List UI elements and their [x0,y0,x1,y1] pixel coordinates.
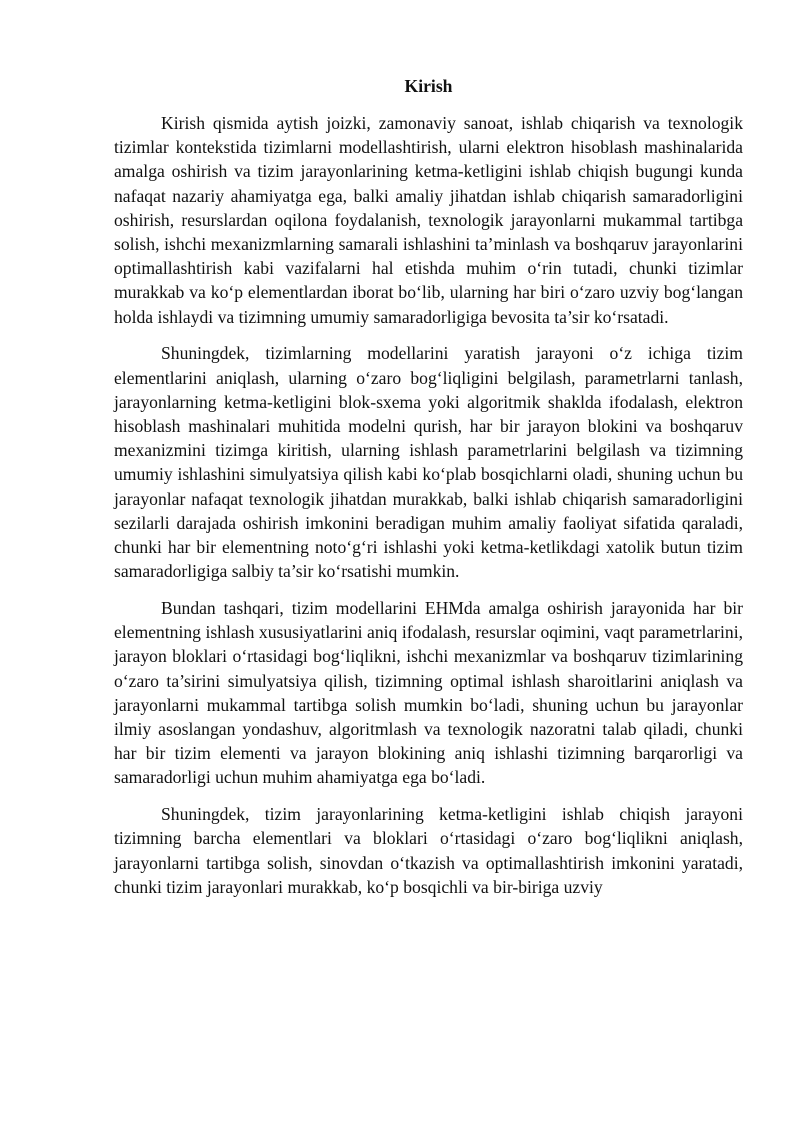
document-page [114,74,743,912]
paragraph-1: Kirish qismida aytish joizki, zamonaviy sanoat, ishlab chiqarish va texnologik tizimlar kontekstida tizimlarni modellashtirish, ularni elektron hisoblash mashinalarida amalga oshirish va tizim jarayonlarining ketma-ketligini ishlab chiqish bugungi kunda nafaqat nazariy ahamiyatga ega, balki amaliy jihatdan ishlab chiqarish samaradorligini oshirish, resurslardan oqilona foydalanish, texnologik jarayonlarni mukammal tartibga solish, ishchi mexanizmlarning samarali ishlashini ta’minlash va boshqaruv jarayonlarini optimallashtirish kabi vazifalarni hal etishda muhim o‘rin tutadi, chunki tizimlar murakkab va ko‘p elementlardan iborat bo‘lib, ularning har biri o‘zaro uzviy bog‘langan holda ishlaydi va tizimning umumiy samaradorligiga bevosita ta’sir ko‘rsatadi. [114,113,743,327]
paragraph-2: Shuningdek, tizimlarning modellarini yaratish jarayoni o‘z ichiga tizim elementlarini aniqlash, ularning o‘zaro bog‘liqligini belgilash, parametrlarni tanlash, jarayonlarning ketma-ketligini blok-sxema yoki algoritmik shaklda ifodalash, elektron hisoblash mashinalari muhitida modelni qurish, har bir jarayon blokini va boshqaruv mexanizmini tizimga kiritish, ularning ishlash parametrlarini belgilash va tizimning umumiy ishlashini simulyatsiya qilish kabi ko‘plab bosqichlarni oladi, shuning uchun bu jarayonlar nafaqat texnologik jihatdan murakkab, balki ishlab chiqarish samaradorligini sezilarli darajada oshirish imkonini beradigan muhim amaliy faoliyat sifatida qaraladi, chunki har bir elementning noto‘g‘ri ishlashi yoki ketma-ketlikdagi xatolik butun tizim samaradorligiga salbiy ta’sir ko‘rsatishi mumkin. [114,343,743,582]
paragraph-3: Bundan tashqari, tizim modellarini EHMda amalga oshirish jarayonida har bir elementning ishlash xususiyatlarini aniq ifodalash, resurslar oqimini, vaqt parametrlarini, jarayon bloklari o‘rtasidagi bog‘liqlikni, ishchi mexanizmlar va boshqaruv tizimlarining o‘zaro ta’sirini simulyatsiya qilish, tizimning optimal ishlash sharoitlarini aniqlash va jarayonlarni mukammal tartibga solish mumkin bo‘ladi, shuning uchun bu jarayonlar ilmiy asoslangan yondashuv, algoritmlash va texnologik nazoratni talab qiladi, chunki har bir tizim elementi va jarayon blokining aniq ishlashi tizimning barqarorligi va samaradorligi uchun muhim ahamiyatga ega bo‘ladi. [114,598,743,788]
paragraph-4: Shuningdek, tizim jarayonlarining ketma-ketligini ishlab chiqish jarayoni tizimning barcha elementlari va bloklari o‘rtasidagi o‘zaro bog‘liqlikni aniqlash, jarayonlarni tartibga solish, sinovdan o‘tkazish va optimallashtirish imkonini yaratadi, chunki tizim jarayonlari murakkab, ko‘p bosqichli va bir-biriga uzviy [114,804,743,897]
document-title: Kirish [404,76,453,96]
